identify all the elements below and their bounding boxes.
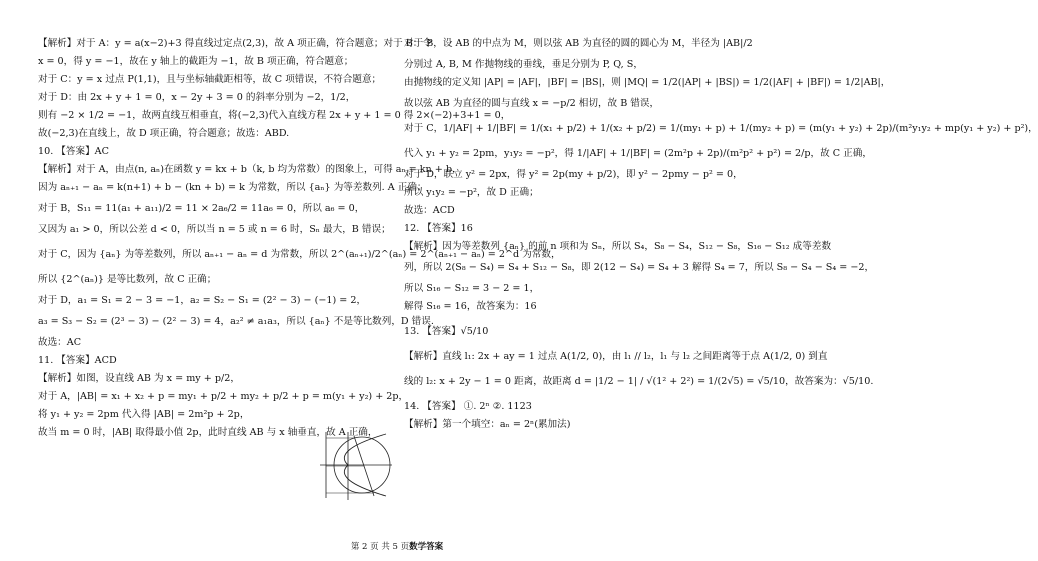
subject-label: 数学答案 bbox=[409, 542, 444, 552]
text-line: 【解析】因为等差数列 {aₙ} 的前 n 项和为 Sₙ，所以 S₄，S₈ − S₄，S₁₂ − S₈，S₁₆ − S₁₂ 成等差数 bbox=[404, 241, 832, 252]
text-line: 将 y₁ + y₂ = 2pm 代入得 |AB| = 2m²p + 2p， bbox=[38, 409, 250, 420]
answer-heading: 10. 【答案】AC bbox=[38, 146, 109, 157]
text-line: 对于 D：由 2x + y + 1 = 0，x − 2y + 3 = 0 的斜率分别为 −2，1/2， bbox=[38, 92, 356, 103]
text-line: 对于 D，a₁ = S₁ = 2 − 3 = −1，a₂ = S₂ − S₁ = (2² − 3) − (−1) = 2， bbox=[38, 295, 367, 306]
text-line: 因为 aₙ₊₁ − aₙ = k(n+1) + b − (kn + b) = k 为常数，所以 {aₙ} 为等差数列. A 正确； bbox=[38, 182, 427, 193]
answer-heading: 13. 【答案】√5/10 bbox=[404, 326, 489, 337]
text-line: 故当 m = 0 时，|AB| 取得最小值 2p，此时直线 AB 与 x 轴垂直，故 A 正确， bbox=[38, 427, 378, 438]
text-line: 分别过 A, B, M 作抛物线的垂线，垂足分别为 P, Q, S， bbox=[404, 59, 643, 70]
right-column bbox=[404, 38, 1038, 431]
page-footer bbox=[0, 540, 794, 552]
text-line: 则有 −2 × 1/2 = −1，故两直线互相垂直，将(−2,3)代入直线方程 2x + y + 1 = 0 得 2×(−2)+3+1 = 0， bbox=[38, 110, 511, 121]
text-line: 【解析】第一个填空：aₙ = 2ⁿ(累加法) bbox=[404, 419, 571, 430]
text-line: 解得 S₁₆ = 16，故答案为：16 bbox=[404, 301, 537, 312]
text-line: 代入 y₁ + y₂ = 2pm，y₁y₂ = −p²，得 1/|AF| + 1/|BF| = (2m²p + 2p)/(m²p² + p²) = 2/p，故 C 正确， bbox=[404, 148, 872, 159]
text-line: 【解析】直线 l₁: 2x + ay = 1 过点 A(1/2, 0)，由 l₁ // l₂，l₁ 与 l₂ 之间距离等于点 A(1/2, 0) 到直 bbox=[404, 351, 828, 362]
text-line: 【解析】对于 A，由点(n, aₙ)在函数 y = kx + b（k, b 均为常数）的图象上，可得 aₙ = kn + b， bbox=[38, 164, 462, 175]
text-line: a₃ = S₃ − S₂ = (2³ − 3) − (2² − 3) = 4，a₂² ≠ a₁a₃，所以 {aₙ} 不是等比数列，D 错误. bbox=[38, 316, 434, 327]
answer-heading: 12. 【答案】16 bbox=[404, 223, 473, 234]
text-line: 所以 {2^(aₙ)} 是等比数列，故 C 正确； bbox=[38, 274, 217, 285]
text-line: 对于 C：y = x 过点 P(1,1)，且与坐标轴截距相等，故 C 项错误，不符合题意； bbox=[38, 74, 382, 85]
text-line: 对于 C，1/|AF| + 1/|BF| = 1/(x₁ + p/2) + 1/(x₂ + p/2) = 1/(my₁ + p) + 1/(my₂ + p) = (m(y₁ + y₂) + 2p)/(m²y₁y₂ + mp(y₁ + y₂) + p²)， bbox=[404, 123, 1038, 134]
answer-heading: 14. 【答案】 ①. 2ⁿ ②. 1123 bbox=[404, 401, 532, 412]
text-line: 对于 C，因为 {aₙ} 为等差数列，所以 aₙ₊₁ − aₙ = d 为常数，所以 2^(aₙ₊₁)/2^(aₙ) = 2^(aₙ₊₁ − aₙ) = 2^d 为常数， bbox=[38, 249, 561, 260]
text-line: 对于 B，S₁₁ = 11(a₁ + a₁₁)/2 = 11 × 2a₆/2 = 11a₆ = 0，所以 a₆ = 0， bbox=[38, 203, 365, 214]
text-line: 又因为 a₁ > 0，所以公差 d < 0，所以当 n = 5 或 n = 6 时，Sₙ 最大，B 错误； bbox=[38, 224, 391, 235]
text-line: x = 0，得 y = −1，故在 y 轴上的截距为 −1，故 B 项正确，符合题意； bbox=[38, 56, 354, 67]
text-line: 对于 D，联立 y² = 2px，得 y² = 2p(my + p/2)，即 y² − 2pmy − p² = 0， bbox=[404, 169, 743, 180]
parabola-figure bbox=[318, 428, 394, 502]
text-line: 【解析】对于 A：y = a(x−2)+3 得直线过定点(2,3)，故 A 项正确，符合题意；对于 B：令 bbox=[38, 38, 432, 49]
text-line: 故选：AC bbox=[38, 337, 82, 348]
text-line: 故选：ACD bbox=[404, 205, 455, 216]
text-line: 【解析】如图，设直线 AB 为 x = my + p/2， bbox=[38, 373, 240, 384]
text-line: 列，所以 2(S₈ − S₄) = S₄ + S₁₂ − S₈，即 2(12 − S₄) = S₄ + 3 解得 S₄ = 7，所以 S₈ − S₄ − S₄ = −2， bbox=[404, 262, 875, 273]
text-line: 对于 A，|AB| = x₁ + x₂ + p = my₁ + p/2 + my₂ + p/2 + p = m(y₁ + y₂) + 2p， bbox=[38, 391, 409, 402]
text-line: 故以弦 AB 为直径的圆与直线 x = −p/2 相切，故 B 错误， bbox=[404, 98, 660, 109]
page-number: 第 2 页 共 5 页 bbox=[350, 542, 410, 552]
text-line: 所以 S₁₆ − S₁₂ = 3 − 2 = 1， bbox=[404, 283, 540, 294]
text-line: 所以 y₁y₂ = −p²，故 D 正确； bbox=[404, 187, 539, 198]
answer-heading: 11. 【答案】ACD bbox=[38, 355, 117, 366]
text-line: 线的 l₂: x + 2y − 1 = 0 距离，故距离 d = |1/2 − 1| / √(1² + 2²) = 1/(2√5) = √5/10，故答案为：√5/10. bbox=[404, 376, 874, 387]
text-line: 故(−2,3)在直线上，故 D 项正确，符合题意；故选：ABD. bbox=[38, 128, 290, 139]
text-line: 对于 B，设 AB 的中点为 M，则以弦 AB 为直径的圆的圆心为 M，半径为 |AB|/2 bbox=[404, 38, 753, 49]
text-line: 由抛物线的定义知 |AP| = |AF|，|BF| = |BS|，则 |MQ| = 1/2(|AP| + |BS|) = 1/2(|AF| + |BF|) = 1/2|AB|， bbox=[404, 77, 891, 88]
